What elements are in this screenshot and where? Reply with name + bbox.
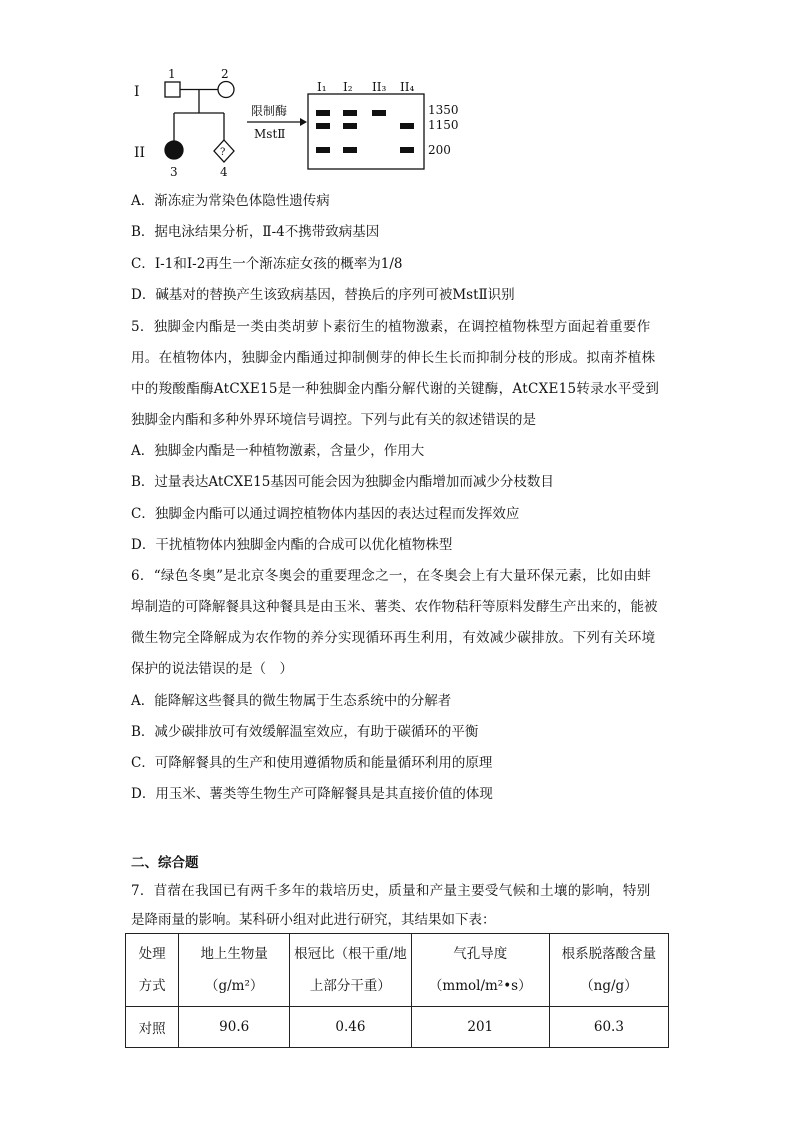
q6-option-d: D．用玉米、薯类等生物生产可降解餐具是其直接价值的体现 bbox=[131, 786, 493, 802]
arrow-head bbox=[300, 118, 307, 126]
header-text: 气孔导度 bbox=[453, 946, 508, 962]
generation-2-label: II bbox=[134, 145, 146, 161]
q5-option-d: D．干扰植物体内独脚金内酯的合成可以优化植物株型 bbox=[131, 537, 453, 553]
section-2-title: 二、综合题 bbox=[131, 855, 199, 871]
size-label-1150: 1150 bbox=[428, 118, 459, 132]
pedigree-electrophoresis-figure bbox=[130, 62, 470, 182]
table-cell: 201 bbox=[411, 1007, 549, 1048]
q4-option-b: B．据电泳结果分析，Ⅱ-4不携带致病基因 bbox=[131, 224, 380, 240]
header-text: （mmol/m²•s） bbox=[428, 978, 532, 994]
header-text: 根系脱落酸含量 bbox=[561, 946, 657, 962]
table-header-cell bbox=[411, 934, 549, 1007]
q7-stem-line-1: 7．苜蓿在我国已有两千多年的栽培历史，质量和产量主要受气候和土壤的影响，特别 bbox=[131, 883, 651, 899]
table-cell: 对照 bbox=[126, 1007, 179, 1048]
q5-stem-line-4: 独脚金内酯和多种外界环境信号调控。下列与此有关的叙述错误的是 bbox=[131, 412, 536, 428]
results-table bbox=[125, 933, 669, 1048]
size-label-1350: 1350 bbox=[428, 103, 459, 117]
q6-option-c: C．可降解餐具的生产和使用遵循物质和能量循环利用的原理 bbox=[131, 755, 493, 771]
table-header-cell bbox=[179, 934, 290, 1007]
table-header-cell bbox=[290, 934, 412, 1007]
band-ii4-1150 bbox=[400, 123, 414, 129]
unknown-mark: ? bbox=[220, 147, 226, 158]
band-ii4-200 bbox=[400, 147, 414, 153]
band-i1-1350 bbox=[316, 110, 330, 116]
band-ii3-1350 bbox=[372, 110, 386, 116]
lane-label-i1: I₁ bbox=[317, 80, 327, 94]
q6-stem-line-1: 6．“绿色冬奥”是北京冬奥会的重要理念之一，在冬奥会上有大量环保元素，比如由蚌 bbox=[131, 568, 652, 584]
header-text: （g/m²） bbox=[204, 978, 264, 994]
header-text: 处理 bbox=[138, 946, 166, 962]
q5-option-c: C．独脚金内酯可以通过调控植物体内基因的表达过程而发挥效应 bbox=[131, 506, 520, 522]
table-header-cell bbox=[549, 934, 668, 1007]
lane-label-ii3: II₃ bbox=[372, 80, 387, 94]
individual-4-number: 4 bbox=[220, 165, 228, 179]
individual-2-number: 2 bbox=[221, 67, 229, 81]
q5-stem-line-1: 5．独脚金内酯是一类由类胡萝卜素衍生的植物激素，在调控植物株型方面起着重要作 bbox=[131, 319, 651, 335]
arrow-label-mstii: MstⅡ bbox=[254, 127, 286, 141]
q4-option-d: D．碱基对的替换产生该致病基因，替换后的序列可被MstⅡ识别 bbox=[131, 287, 515, 303]
table-cell: 60.3 bbox=[549, 1007, 668, 1048]
generation-1-label: I bbox=[134, 84, 140, 100]
q6-stem-line-2: 埠制造的可降解餐具这种餐具是由玉米、薯类、农作物秸秆等原料发酵生产出来的，能被 bbox=[131, 599, 658, 615]
band-i2-200 bbox=[343, 147, 357, 153]
header-text: 根冠比（根干重/地 bbox=[294, 946, 407, 962]
arrow-label-enzyme: 限制酶 bbox=[251, 104, 288, 118]
pedigree-female-i2 bbox=[218, 82, 234, 98]
q6-stem-line-3: 微生物完全降解成为农作物的养分实现循环再生利用，有效减少碳排放。下列有关环境 bbox=[131, 630, 656, 646]
table-cell: 0.46 bbox=[290, 1007, 412, 1048]
q5-stem-line-2: 用。在植物体内，独脚金内酯通过抑制侧芽的伸长生长而抑制分枝的形成。拟南芥植株 bbox=[131, 350, 656, 366]
header-text: 上部分干重） bbox=[309, 978, 391, 994]
band-i1-1150 bbox=[316, 123, 330, 129]
q6-option-a: A．能降解这些餐具的微生物属于生态系统中的分解者 bbox=[131, 693, 452, 709]
q5-option-a: A．独脚金内酯是一种植物激素，含量少，作用大 bbox=[131, 443, 425, 459]
q5-option-b: B．过量表达AtCXE15基因可能会因为独脚金内酯增加而减少分枝数目 bbox=[131, 474, 554, 490]
table-row bbox=[126, 1007, 669, 1048]
band-i2-1150 bbox=[343, 123, 357, 129]
band-i1-200 bbox=[316, 147, 330, 153]
pedigree-affected-female-ii3 bbox=[165, 141, 183, 159]
lane-label-ii4: II₄ bbox=[400, 80, 415, 94]
table-cell: 90.6 bbox=[179, 1007, 290, 1048]
q4-option-a: A．渐冻症为常染色体隐性遗传病 bbox=[131, 193, 330, 209]
q6-stem-line-4: 保护的说法错误的是（ ） bbox=[131, 661, 293, 677]
q7-stem-line-2: 是降雨量的影响。某科研小组对此进行研究，其结果如下表： bbox=[131, 912, 496, 928]
q6-option-b: B．减少碳排放可有效缓解温室效应，有助于碳循环的平衡 bbox=[131, 724, 479, 740]
gel-box bbox=[308, 94, 424, 169]
individual-3-number: 3 bbox=[170, 165, 178, 179]
lane-label-i2: I₂ bbox=[343, 80, 353, 94]
pedigree-male-i1 bbox=[165, 82, 180, 97]
table-header-cell bbox=[126, 934, 179, 1007]
size-label-200: 200 bbox=[428, 143, 451, 157]
band-i2-1350 bbox=[343, 110, 357, 116]
q4-option-c: C．Ⅰ-1和Ⅰ-2再生一个渐冻症女孩的概率为1/8 bbox=[131, 256, 403, 272]
individual-1-number: 1 bbox=[168, 67, 176, 81]
table-header-row bbox=[126, 934, 669, 1007]
header-text: 地上生物量 bbox=[200, 946, 268, 962]
header-text: 方式 bbox=[138, 978, 166, 994]
q5-stem-line-3: 中的羧酸酯酶AtCXE15是一种独脚金内酯分解代谢的关键酶，AtCXE15转录水平受到 bbox=[131, 381, 660, 397]
header-text: （ng/g） bbox=[580, 978, 638, 994]
